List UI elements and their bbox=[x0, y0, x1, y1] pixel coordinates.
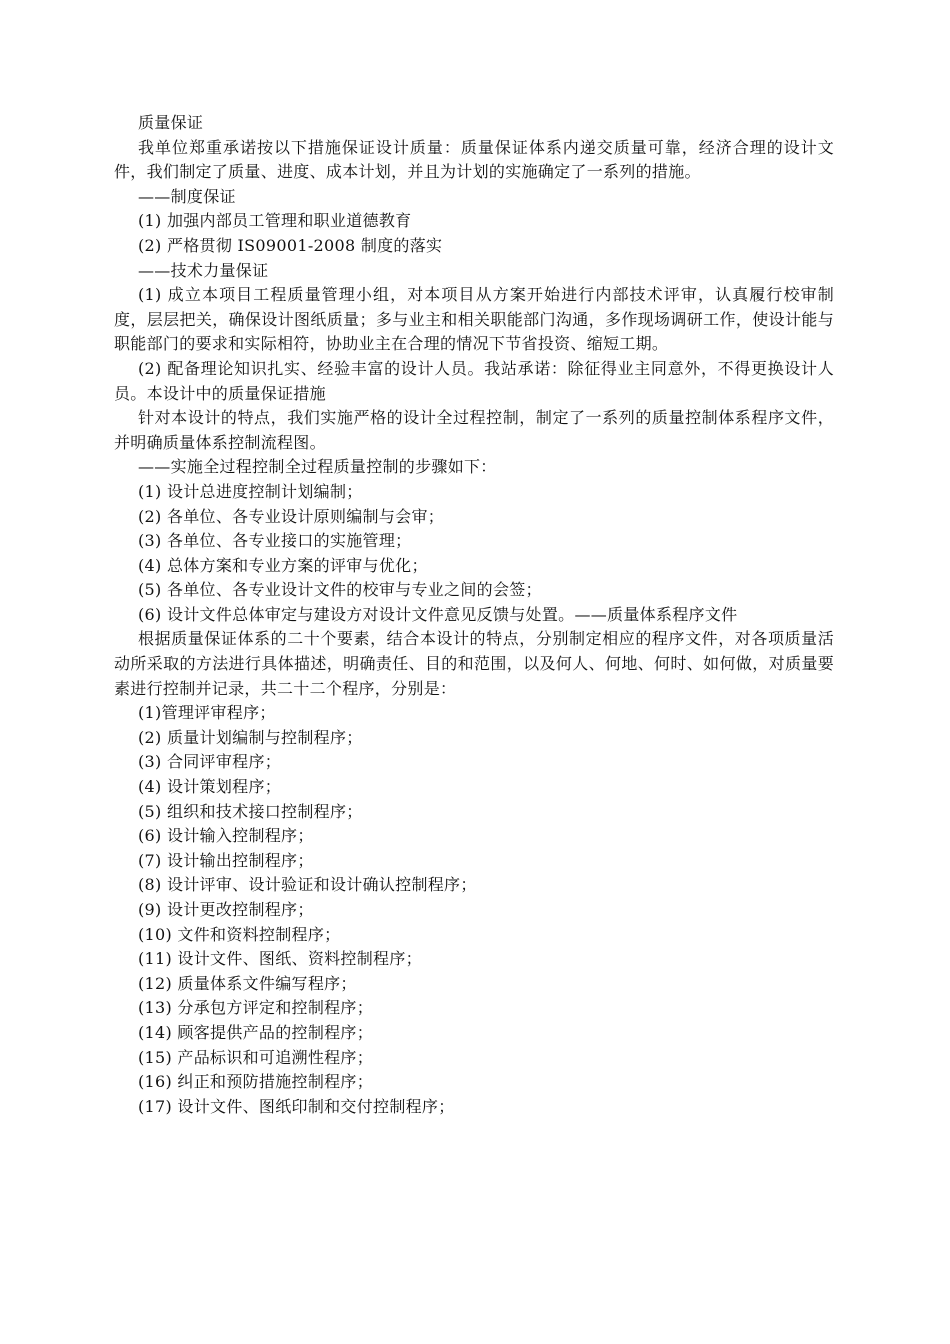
control-step: (3) 各单位、各专业接口的实施管理； bbox=[138, 531, 412, 551]
procedure-item: (17) 设计文件、图纸印制和交付控制程序； bbox=[138, 1096, 455, 1116]
procedure-item: (2) 质量计划编制与控制程序； bbox=[138, 727, 363, 747]
control-step: (1) 设计总进度控制计划编制； bbox=[138, 481, 363, 501]
institution-item: (2) 严格贯彻 IS09001-2008 制度的落实 bbox=[138, 235, 443, 255]
procedure-item: (13) 分承包方评定和控制程序； bbox=[138, 998, 374, 1018]
document-body bbox=[114, 111, 834, 1119]
procedure-item: (6) 设计输入控制程序； bbox=[138, 826, 314, 846]
procedure-item: (4) 设计策划程序； bbox=[138, 777, 282, 797]
procedure-item: (1)管理评审程序； bbox=[138, 703, 276, 723]
intro-paragraph: 我单位郑重承诺按以下措施保证设计质量：质量保证体系内递交质量可靠，经济合理的设计文件，我们制定了质量、进度、成本计划，并且为计划的实施确定了一系列的措施。 bbox=[114, 137, 834, 182]
procedure-item: (10) 文件和资料控制程序； bbox=[138, 924, 341, 944]
control-step: (6) 设计文件总体审定与建设方对设计文件意见反馈与处置。——质量体系程序文件 bbox=[138, 604, 738, 624]
institution-item: (1) 加强内部员工管理和职业道德教育 bbox=[138, 211, 412, 231]
control-step: (2) 各单位、各专业设计原则编制与会审； bbox=[138, 506, 445, 526]
institution-heading: ——制度保证 bbox=[138, 186, 236, 206]
technical-item: (1) 成立本项目工程质量管理小组，对本项目从方案开始进行内部技术评审，认真履行校审制度，层层把关，确保设计图纸质量；多与业主和相关职能部门沟通，多作现场调研工作，使设计能与职能部门的要求和实际相符，协助业主在合理的情况下节省投资、缩短工期。 bbox=[114, 285, 834, 354]
procedure-item: (3) 合同评审程序； bbox=[138, 752, 282, 772]
control-step: (4) 总体方案和专业方案的评审与优化； bbox=[138, 555, 428, 575]
procedures-intro-paragraph: 根据质量保证体系的二十个要素，结合本设计的特点，分别制定相应的程序文件，对各项质量活动所采取的方法进行具体描述，明确责任、目的和范围，以及何人、何地、何时、如何做，对质量要素进行控制并记录，共二十二个程序，分别是： bbox=[114, 629, 834, 698]
control-heading: ——实施全过程控制全过程质量控制的步骤如下： bbox=[138, 457, 497, 477]
procedure-item: (7) 设计输出控制程序； bbox=[138, 850, 314, 870]
technical-item: (2) 配备理论知识扎实、经验丰富的设计人员。我站承诺：除征得业主同意外，不得更换设计人员。本设计中的质量保证措施 bbox=[114, 358, 834, 403]
procedure-item: (16) 纠正和预防措施控制程序； bbox=[138, 1072, 374, 1092]
procedure-item: (14) 顾客提供产品的控制程序； bbox=[138, 1022, 374, 1042]
procedure-item: (11) 设计文件、图纸、资料控制程序； bbox=[138, 949, 422, 969]
procedure-item: (8) 设计评审、设计验证和设计确认控制程序； bbox=[138, 875, 477, 895]
section-title: 质量保证 bbox=[138, 113, 204, 132]
procedure-item: (9) 设计更改控制程序； bbox=[138, 900, 314, 919]
procedure-item: (5) 组织和技术接口控制程序； bbox=[138, 801, 363, 821]
control-intro-paragraph: 针对本设计的特点，我们实施严格的设计全过程控制，制定了一系列的质量控制体系程序文件，并明确质量体系控制流程图。 bbox=[114, 408, 834, 452]
procedure-item: (12) 质量体系文件编写程序； bbox=[138, 973, 357, 993]
procedure-item: (15) 产品标识和可追溯性程序； bbox=[138, 1047, 374, 1067]
control-step: (5) 各单位、各专业设计文件的校审与专业之间的会签； bbox=[138, 580, 542, 600]
technical-heading: ——技术力量保证 bbox=[138, 260, 269, 280]
